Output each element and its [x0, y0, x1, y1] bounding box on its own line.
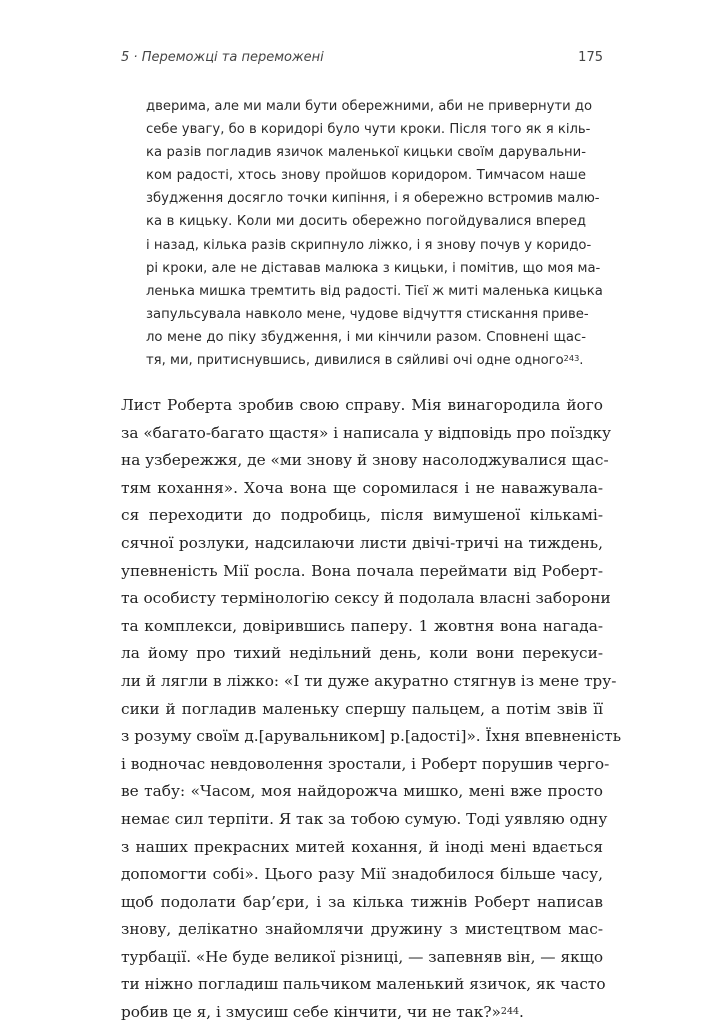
text-line	[121, 420, 612, 448]
text-line	[121, 944, 603, 972]
line-text: ка разів погладив язичок маленької кицьки своїм дарувальни-	[146, 145, 586, 161]
text-line	[121, 723, 622, 751]
line-text: ла йому про тихий недільний день, коли вони перекуси-	[121, 644, 603, 663]
end-punctuation: .	[519, 1003, 524, 1022]
chapter-heading	[121, 50, 324, 65]
line-text: ком радості, хтось знову пройшов коридором. Тимчасом наше	[146, 168, 586, 184]
text-line	[121, 999, 603, 1027]
text-line	[121, 502, 603, 530]
line-text: за «багато-багато щастя» і написала у відповідь про поїздку	[121, 423, 612, 442]
line-text: сики й погладив маленьку спершу пальцем, а потім звів її	[121, 699, 603, 718]
text-line	[121, 613, 603, 641]
line-text: тя, ми, притиснувшись, дивилися в сяйливі очі одне одного	[146, 353, 564, 369]
line-text: упевненість Мії росла. Вона почала переймати від Роберт-	[121, 561, 603, 580]
text-line	[121, 971, 606, 999]
text-line	[121, 696, 603, 724]
line-text: збудження досягло точки кипіння, і я обережно встромив малю-	[146, 191, 600, 207]
text-line	[146, 280, 603, 303]
text-line	[146, 326, 586, 349]
page-number: 175	[578, 50, 603, 65]
text-line	[146, 187, 600, 210]
footnote-reference: 244	[500, 1005, 519, 1017]
chapter-title: Переможці та переможені	[141, 50, 324, 65]
chapter-number: 5	[121, 50, 130, 65]
text-line	[121, 558, 603, 586]
line-text: дверима, але ми мали бути обережними, аби не привернути до	[146, 99, 593, 114]
text-line	[121, 447, 609, 475]
line-text: ленька мишка тремтить від радості. Тієї ж миті маленька кицька	[146, 283, 603, 299]
line-text: з наших прекрасних митей кохання, й іноді мені вдається	[121, 837, 603, 856]
line-text: та комплекси, довірившись паперу. 1 жовтня вона нагада-	[121, 616, 603, 635]
text-line	[146, 210, 586, 233]
body-paragraph	[121, 392, 622, 1027]
running-header	[121, 50, 603, 72]
text-line	[121, 751, 610, 779]
text-line	[121, 640, 603, 668]
line-text: і водночас невдоволення зростали, і Роберт порушив черго-	[121, 754, 610, 773]
text-line	[146, 303, 589, 326]
end-punctuation: .	[579, 353, 584, 369]
line-text: робив це я, і змусиш себе кінчити, чи не так?»	[121, 1003, 501, 1022]
text-line	[146, 349, 586, 372]
line-text: сячної розлуки, надсилаючи листи двічі-тричі на тиждень,	[121, 533, 603, 552]
line-text: себе увагу, бо в коридорі було чути кроки. Після того як я кіль-	[146, 122, 591, 138]
text-line	[121, 889, 603, 917]
text-line	[121, 806, 608, 834]
line-text: допомогти собі». Цього разу Мії знадобилося більше часу,	[121, 865, 603, 884]
text-line	[146, 118, 591, 141]
line-text: та особисту термінологію сексу й подолала власні заборони	[121, 589, 611, 608]
line-text: Лист Роберта зробив свою справу. Мія винагородила його	[121, 396, 603, 414]
line-text: на узбережжя, де «ми знову й знову насолоджувалися щас-	[121, 451, 609, 470]
line-text: щоб подолати бар’єри, і за кілька тижнів Роберт написав	[121, 892, 603, 911]
block-quote	[146, 95, 603, 372]
line-text: ве табу: «Часом, моя найдорожча мишко, мені вже просто	[121, 782, 603, 801]
text-line	[146, 234, 592, 257]
line-text: і назад, кілька разів скрипнуло ліжко, і я знову почув у коридо-	[146, 237, 592, 253]
separator: ·	[133, 50, 138, 65]
line-text: ли й лягли в ліжко: «І ти дуже акуратно стягнув із мене тру-	[121, 671, 617, 690]
line-text: з розуму своїм д.[арувальником] р.[адості]». Їхня впевненість	[121, 727, 622, 746]
text-line	[146, 141, 586, 164]
footnote-reference: 243	[563, 353, 580, 364]
text-line	[121, 668, 617, 696]
line-text: знову, делікатно знайомлячи дружину з мистецтвом мас-	[121, 920, 603, 939]
line-text: турбації. «Не буде великої різниці, — запевняв він, — якщо	[121, 947, 604, 966]
line-text: ло мене до піку збудження, і ми кінчили разом. Сповнені щас-	[146, 329, 586, 345]
line-text: тям кохання». Хоча вона ще соромилася і не наважувала-	[121, 478, 603, 497]
text-line	[121, 585, 611, 613]
text-line	[121, 834, 603, 862]
text-line	[121, 530, 603, 558]
text-line	[121, 475, 603, 503]
line-text: ся переходити до подробиць, після вимушеної кількамі-	[121, 506, 603, 525]
text-line	[121, 778, 603, 806]
text-line	[146, 164, 586, 187]
text-line	[121, 861, 603, 889]
line-text: ка в кицьку. Коли ми досить обережно погойдувалися вперед	[146, 214, 586, 230]
text-line	[146, 257, 601, 280]
line-text: запульсувала навколо мене, чудове відчуття стискання приве-	[146, 306, 589, 322]
text-line	[146, 95, 593, 118]
text-line	[121, 392, 603, 420]
line-text: ти ніжно погладиш пальчиком маленький язичок, як часто	[121, 975, 606, 994]
line-text: немає сил терпіти. Я так за тобою сумую. Тоді уявляю одну	[121, 809, 608, 828]
line-text: рі кроки, але не діставав малюка з кицьки, і помітив, що моя ма-	[146, 260, 601, 276]
text-line	[121, 916, 603, 944]
